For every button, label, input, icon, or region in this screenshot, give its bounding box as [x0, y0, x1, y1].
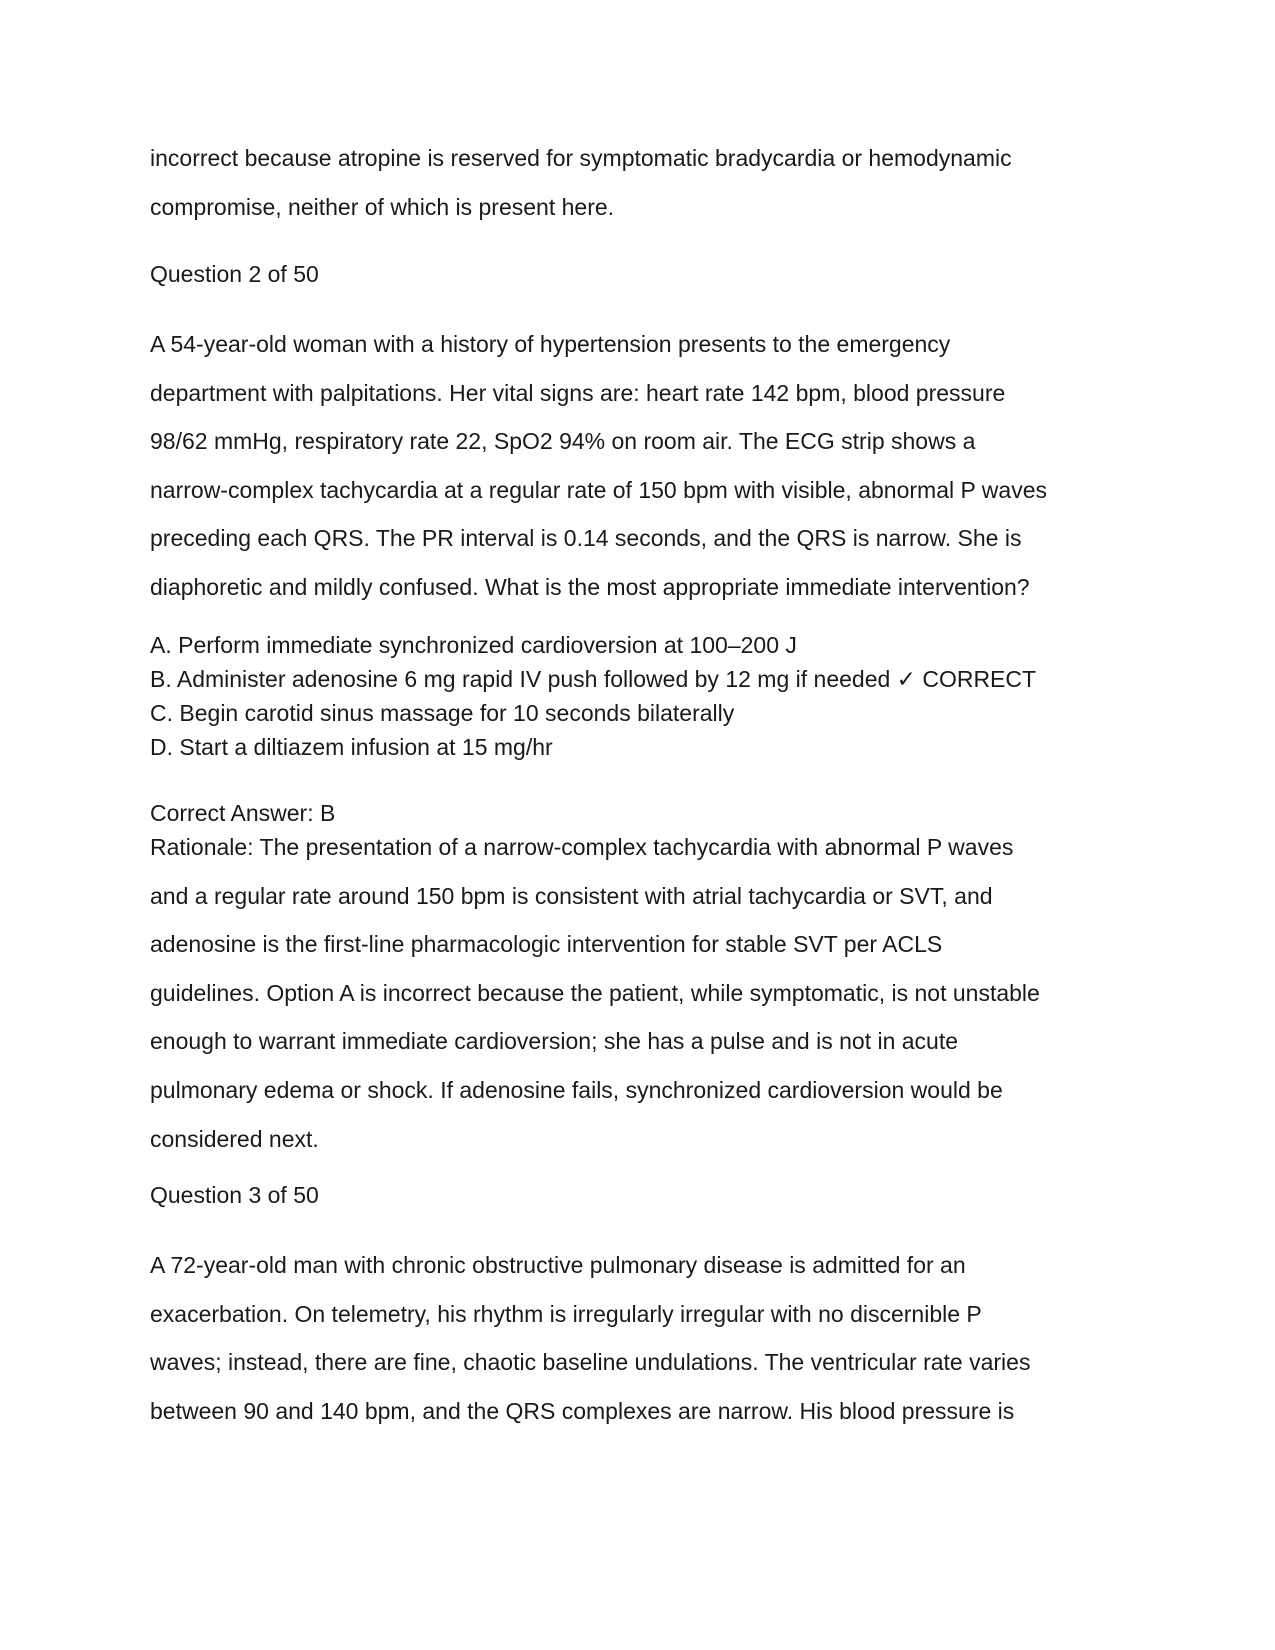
text-line: compromise, neither of which is present here.	[150, 193, 615, 220]
question-3-stem	[150, 1241, 1150, 1435]
option-a: A. Perform immediate synchronized cardioversion at 100–200 J	[150, 632, 797, 658]
option-b: B. Administer adenosine 6 mg rapid IV push followed by 12 mg if needed ✓ CORRECT	[150, 666, 1037, 692]
question-2-stem	[150, 320, 1150, 612]
text-line: adenosine is the first-line pharmacologic intervention for stable SVT per ACLS	[150, 931, 943, 958]
text-line: 98/62 mmHg, respiratory rate 22, SpO2 94% on room air. The ECG strip shows a	[150, 428, 976, 455]
option-d: D. Start a diltiazem infusion at 15 mg/hr	[150, 734, 553, 760]
text-line: between 90 and 140 bpm, and the QRS complexes are narrow. His blood pressure is	[150, 1397, 1015, 1424]
question-2-header: Question 2 of 50	[150, 261, 319, 287]
text-line: narrow-complex tachycardia at a regular rate of 150 bpm with visible, abnormal P waves	[150, 476, 1047, 503]
text-line: considered next.	[150, 1125, 319, 1152]
text-line: A 72-year-old man with chronic obstructive pulmonary disease is admitted for an	[150, 1252, 966, 1278]
correct-answer: Correct Answer: B	[150, 800, 336, 826]
text-line: Rationale: The presentation of a narrow-complex tachycardia with abnormal P waves	[150, 834, 1014, 860]
rationale-paragraph	[150, 823, 1150, 1163]
continuation-paragraph	[150, 134, 1150, 231]
text-line: diaphoretic and mildly confused. What is the most appropriate immediate intervention?	[150, 573, 1030, 600]
text-line: preceding each QRS. The PR interval is 0.14 seconds, and the QRS is narrow. She is	[150, 525, 1022, 552]
question-2-options	[150, 628, 1150, 764]
text-line: enough to warrant immediate cardioversion; she has a pulse and is not in acute	[150, 1028, 959, 1055]
document-page	[150, 0, 1150, 1650]
option-c: C. Begin carotid sinus massage for 10 seconds bilaterally	[150, 700, 735, 726]
text-line: pulmonary edema or shock. If adenosine fails, synchronized cardioversion would be	[150, 1076, 1003, 1103]
text-line: A 54-year-old woman with a history of hypertension presents to the emergency	[150, 331, 951, 357]
question-3-header: Question 3 of 50	[150, 1182, 319, 1208]
text-line: and a regular rate around 150 bpm is consistent with atrial tachycardia or SVT, and	[150, 882, 993, 909]
text-line: guidelines. Option A is incorrect because the patient, while symptomatic, is not unstable	[150, 979, 1040, 1006]
text-line: department with palpitations. Her vital signs are: heart rate 142 bpm, blood pressure	[150, 379, 1006, 406]
text-line: waves; instead, there are fine, chaotic baseline undulations. The ventricular rate varies	[150, 1349, 1031, 1376]
text-line: incorrect because atropine is reserved for symptomatic bradycardia or hemodynamic	[150, 145, 1012, 171]
text-line: exacerbation. On telemetry, his rhythm is irregularly irregular with no discernible P	[150, 1300, 982, 1327]
